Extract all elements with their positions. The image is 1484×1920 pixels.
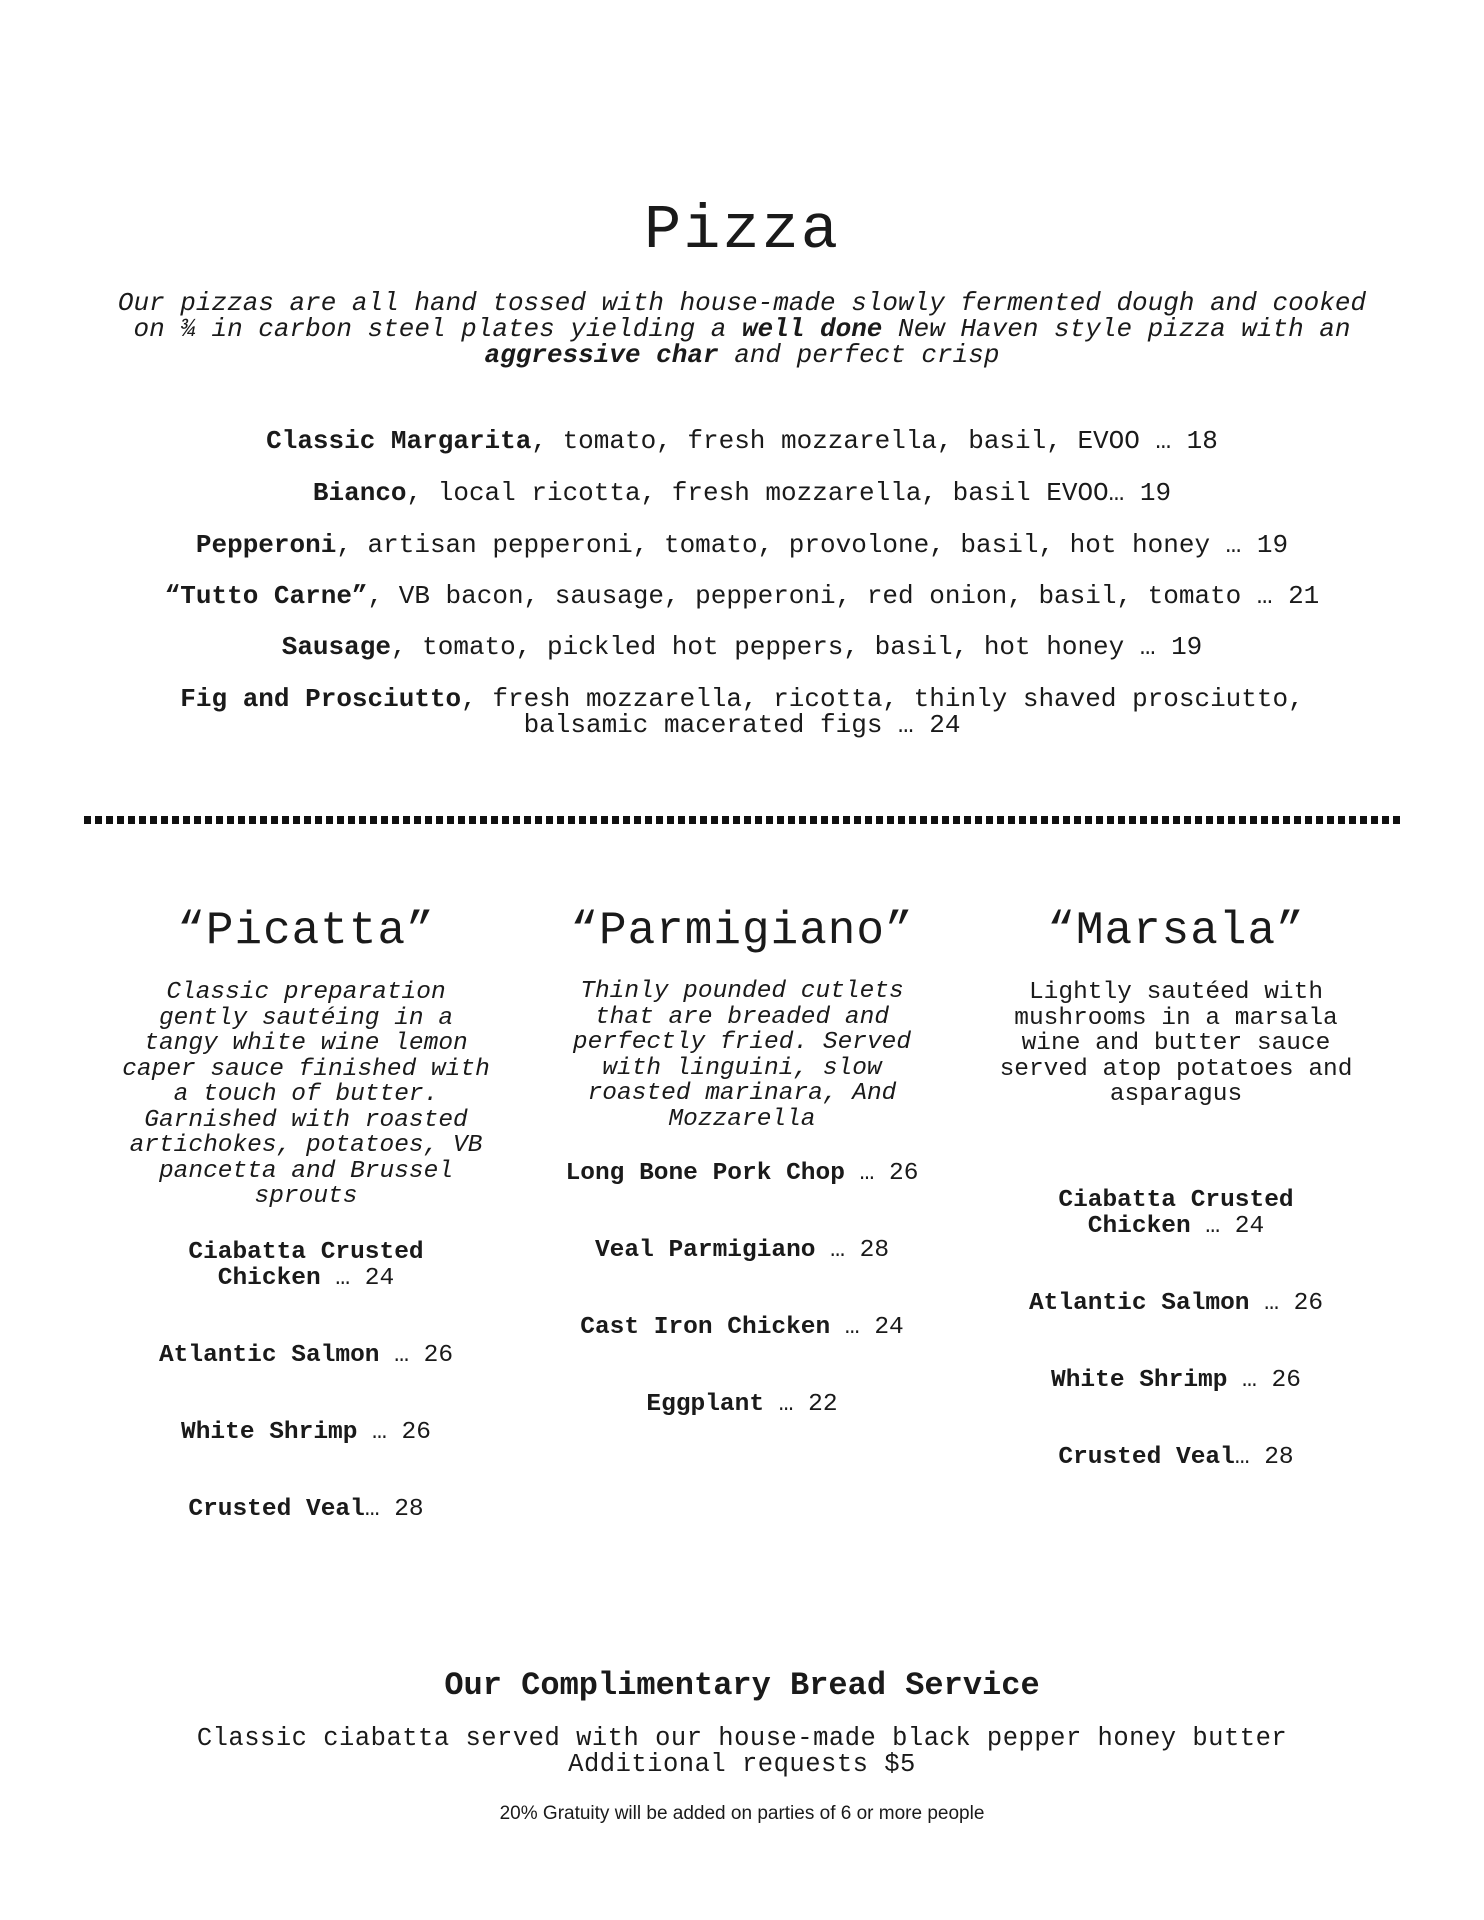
- dish-name: Chicken: [217, 1264, 321, 1292]
- pizza-item-desc: , VB bacon, sausage, pepperoni, red onion, basil, tomato … 21: [367, 581, 1320, 611]
- pizza-intro-line-3: [100, 342, 1384, 368]
- pizza-item: [130, 480, 1354, 506]
- dish-name: Long Bone Pork Chop: [565, 1160, 845, 1187]
- dish-name: Ciabatta Crusted: [1058, 1187, 1294, 1214]
- description-line: Thinly pounded cutlets: [580, 978, 904, 1005]
- description-line: gently sautéing in a: [158, 1004, 454, 1032]
- dish-item: [532, 1392, 952, 1418]
- dish-item: [96, 1343, 516, 1369]
- dish-item: [966, 1368, 1386, 1394]
- pizza-item-name: “Tutto Carne”: [164, 581, 368, 611]
- pizza-item: [130, 634, 1354, 660]
- dish-price: … 28: [364, 1496, 424, 1523]
- intro-text: on ¾ in carbon steel plates yielding a: [133, 314, 742, 344]
- bread-service-title: Our Complimentary Bread Service: [444, 1667, 1040, 1704]
- pizza-item-desc: , local ricotta, fresh mozzarella, basil EVOO… 19: [406, 478, 1172, 508]
- dish-item: [96, 1420, 516, 1446]
- description-line: asparagus: [1109, 1081, 1243, 1108]
- dish-price: … 26: [1249, 1290, 1324, 1317]
- dish-price: … 24: [830, 1314, 904, 1341]
- parmigiano-description: [532, 979, 952, 1132]
- pizza-item: [130, 532, 1354, 558]
- pizza-intro-line-1: Our pizzas are all hand tossed with house-made slowly fermented dough and cooked: [117, 288, 1367, 318]
- marsala-heading: “Marsala”: [1047, 905, 1305, 957]
- bread-line: Additional requests $5: [568, 1750, 916, 1779]
- pizza-title: Pizza: [643, 195, 841, 266]
- dish-name: Cast Iron Chicken: [580, 1314, 831, 1341]
- intro-text: New Haven style pizza with an: [882, 314, 1351, 344]
- bread-line: Classic ciabatta served with our house-made black pepper honey butter: [196, 1724, 1288, 1753]
- dish-item: [532, 1161, 952, 1187]
- gratuity-note: 20% Gratuity will be added on parties of 6 or more people: [499, 1803, 985, 1824]
- pizza-item: [130, 686, 1354, 738]
- dish-price: … 26: [1227, 1367, 1301, 1394]
- dish-name: Atlantic Salmon: [158, 1342, 380, 1369]
- pizza-item-name: Fig and Prosciutto: [180, 684, 462, 714]
- dish-item: [532, 1238, 952, 1264]
- pizza-item-desc-continued: balsamic macerated figs … 24: [523, 710, 961, 740]
- dish-name: Crusted Veal: [188, 1496, 365, 1523]
- dish-name: White Shrimp: [1051, 1367, 1228, 1394]
- dish-price: … 26: [357, 1419, 431, 1446]
- pizza-intro-line-2: [100, 316, 1384, 342]
- dish-price: … 28: [1234, 1444, 1294, 1471]
- pizza-intro: [100, 290, 1384, 368]
- dish-price: … 26: [844, 1160, 919, 1187]
- intro-emphasis-well-done: well done: [741, 314, 883, 344]
- description-line: Classic preparation: [166, 979, 446, 1006]
- dish-price: … 28: [815, 1237, 890, 1264]
- pizza-item-desc: , artisan pepperoni, tomato, provolone, basil, hot honey … 19: [336, 530, 1289, 560]
- pizza-item-desc: , tomato, pickled hot peppers, basil, hot honey … 19: [390, 632, 1203, 662]
- description-line: a touch of butter.: [173, 1081, 439, 1108]
- dish-name: Chicken: [1087, 1212, 1191, 1240]
- dish-price: … 24: [320, 1264, 395, 1292]
- pizza-item-name: Pepperoni: [195, 530, 337, 560]
- dish-name: Atlantic Salmon: [1028, 1290, 1250, 1317]
- dish-name: White Shrimp: [181, 1419, 358, 1446]
- description-line: Mozzarella: [668, 1105, 816, 1133]
- dish-name: Ciabatta Crusted: [188, 1239, 424, 1266]
- pizza-item-desc: , tomato, fresh mozzarella, basil, EVOO … 18: [531, 426, 1218, 456]
- pizza-item: [130, 428, 1354, 454]
- pizza-item-name: Bianco: [312, 478, 407, 508]
- description-line: wine and butter sauce: [1021, 1030, 1331, 1057]
- intro-emphasis-char: aggressive char: [484, 340, 719, 370]
- marsala-description: [966, 980, 1386, 1108]
- description-line: artichokes, potatoes, VB: [129, 1132, 483, 1159]
- description-line: tangy white wine lemon: [144, 1030, 468, 1057]
- dish-price: … 26: [379, 1342, 454, 1369]
- description-line: that are breaded and: [594, 1003, 890, 1031]
- bread-service-description: [0, 1726, 1484, 1778]
- parmigiano-heading: “Parmigiano”: [570, 905, 914, 957]
- description-line: caper sauce finished with: [122, 1055, 490, 1083]
- dish-item: [966, 1445, 1386, 1471]
- dish-item: [966, 1291, 1386, 1317]
- description-line: pancetta and Brussel: [158, 1157, 454, 1185]
- pizza-item-name: Sausage: [281, 632, 391, 662]
- description-line: with linguini, slow: [602, 1054, 882, 1082]
- pizza-item-desc: , fresh mozzarella, ricotta, thinly shaved prosciutto,: [461, 684, 1304, 714]
- dish-price: … 24: [1190, 1212, 1265, 1240]
- dish-name: Eggplant: [646, 1391, 765, 1418]
- picatta-description: [96, 980, 516, 1210]
- dish-name: Veal Parmigiano: [594, 1237, 816, 1264]
- dish-name: Crusted Veal: [1058, 1444, 1235, 1471]
- description-line: roasted marinara, And: [587, 1080, 897, 1107]
- intro-text: and perfect crisp: [718, 340, 1000, 370]
- description-line: served atop potatoes and: [999, 1055, 1353, 1083]
- dish-item: [532, 1315, 952, 1341]
- description-line: mushrooms in a marsala: [1014, 1004, 1338, 1032]
- pizza-item: [130, 583, 1354, 609]
- dish-item: [96, 1497, 516, 1523]
- pizza-item-name: Classic Margarita: [266, 426, 532, 456]
- description-line: perfectly fried. Served: [572, 1029, 912, 1056]
- dish-item: [966, 1188, 1386, 1239]
- description-line: sprouts: [254, 1183, 358, 1210]
- description-line: Lightly sautéed with: [1028, 979, 1324, 1006]
- picatta-heading: “Picatta”: [177, 905, 435, 957]
- dish-price: … 22: [764, 1391, 838, 1418]
- dish-item: [96, 1240, 516, 1291]
- section-divider: [84, 816, 1402, 824]
- description-line: Garnished with roasted: [144, 1106, 468, 1134]
